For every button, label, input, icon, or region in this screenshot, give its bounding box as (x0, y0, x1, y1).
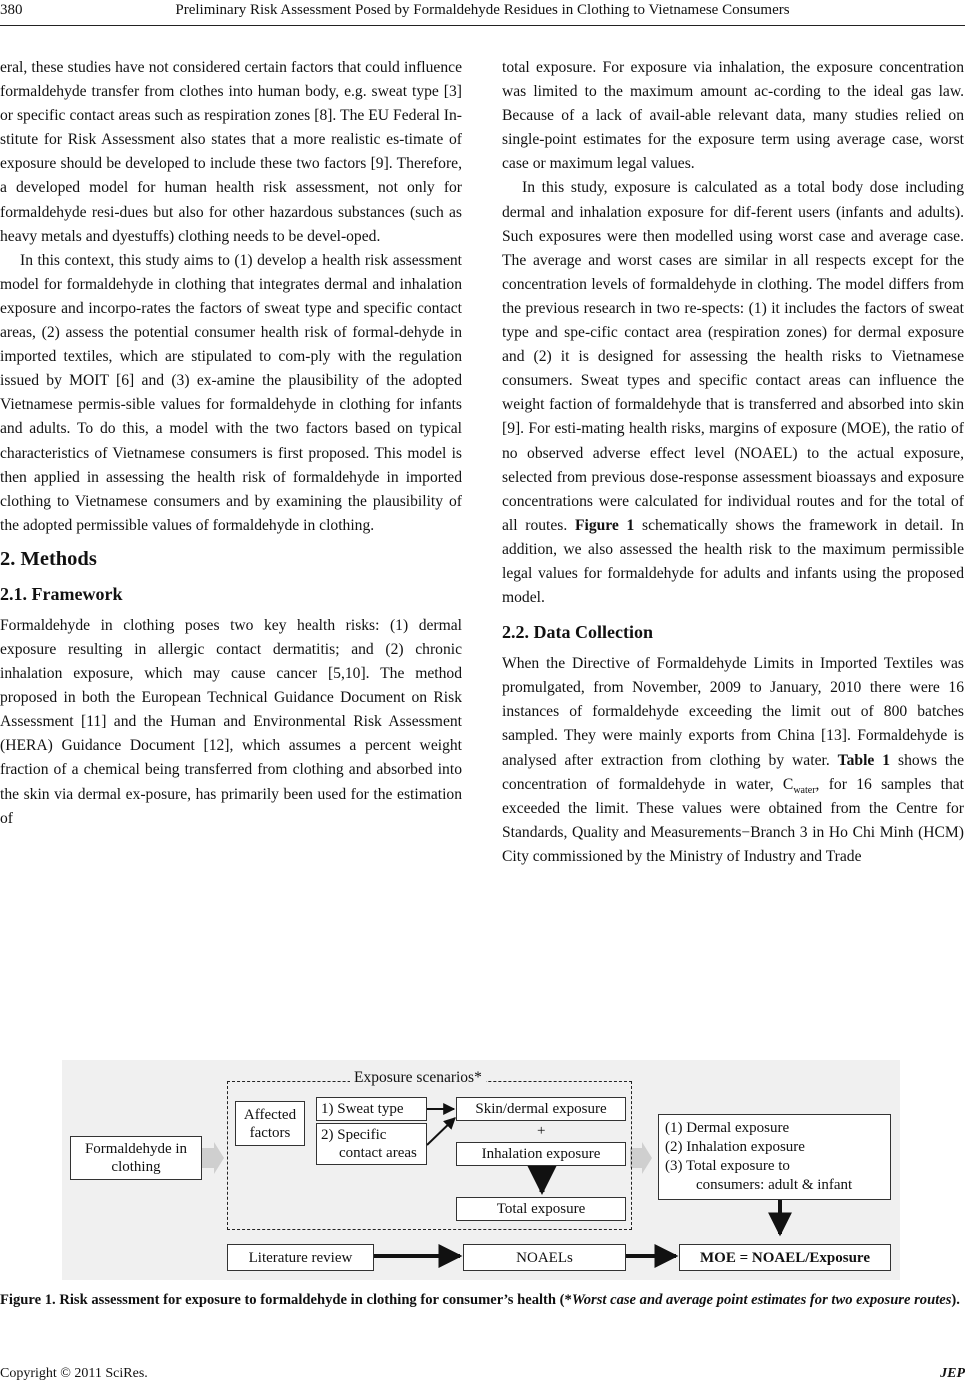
data-collection-heading: 2.2. Data Collection (502, 622, 653, 643)
outcome-2: (2) Inhalation exposure (665, 1139, 805, 1155)
sweat-type-box (316, 1097, 427, 1121)
total-exposure-box (456, 1197, 626, 1221)
right-column (502, 56, 964, 869)
left-paragraph-2: In this context, this study aims to (1) develop a health risk assessment model for formaldehyde in clothing that integrates dermal and inhalation exposure and incorpo-rates the factors of sweat type and specific contact areas, (2) assess the potential consumer health risk of formal-dehyde in imported textiles, which are stipulated to com-ply with the regulation issued by MOIT [6] and (3) ex-amine the plausibility of the adopted Vietnamese permis-sible values for formaldehyde in clothing for infants and adults. To do this, a model with the two factors based on typical characteristics of Vietnamese consumers is first proposed. This model is then applied in assessing the health risk of formaldehyde in imported clothing to Vietnamese consumers and by examining the plausibility of the adopted permissible values of formaldehyde in clothing. (0, 251, 462, 534)
inhalation-label: Inhalation exposure (481, 1146, 601, 1162)
specific-line-1: 2) Specific (321, 1127, 387, 1143)
moe-label: MOE = NOAEL/Exposure (700, 1249, 870, 1266)
page-header (0, 0, 965, 28)
figure-1-diagram (62, 1060, 900, 1280)
formaldehyde-line-1: Formaldehyde in (84, 1141, 188, 1157)
table-1-reference[interactable]: Table 1 (837, 751, 891, 769)
grey-arrow-left (202, 1142, 224, 1174)
water-subscript: water (793, 784, 816, 796)
formaldehyde-line-2: clothing (111, 1159, 161, 1175)
specific-contact-areas-box (316, 1123, 427, 1165)
header-rule (0, 25, 965, 26)
moe-box (679, 1244, 891, 1271)
specific-line-2: contact areas (339, 1145, 417, 1161)
literature-review-box (227, 1244, 374, 1271)
figure-1-reference[interactable]: Figure 1 (574, 516, 635, 534)
right-paragraph-2 (502, 176, 964, 610)
journal-abbrev: JEP (940, 1366, 965, 1381)
plus-sign: + (537, 1123, 546, 1139)
right-paragraph-2-text-b: schematically shows the framework in detail. In addition, we also assessed the health risk to the maximum permissible legal values for formaldehyde for adults and infants using the proposed model. (502, 516, 964, 607)
page-number: 380 (0, 2, 23, 18)
skin-dermal-label: Skin/dermal exposure (475, 1101, 607, 1117)
left-column (0, 56, 462, 831)
right-paragraph-3-text-c: , for 16 samples that exceeded the limit. These values were obtained from the Centre for Standards, Quality and Measurements−Branch 3 in Ho Chi Minh (HCM) City commissioned by the Ministry of Industry and Trade (502, 775, 964, 865)
methods-heading: 2. Methods (0, 547, 97, 570)
right-paragraph-3-text-b: shows the concentration of formaldehyde in water, C (502, 751, 964, 793)
affected-factors-box (235, 1101, 305, 1146)
right-paragraph-3 (502, 652, 964, 869)
inhalation-exposure-box (456, 1142, 626, 1166)
figure-caption (0, 1290, 965, 1310)
sweat-type-label: 1) Sweat type (321, 1101, 404, 1117)
outcome-4: consumers: adult & infant (696, 1177, 853, 1193)
outcome-1: (1) Dermal exposure (665, 1120, 790, 1136)
running-title: Preliminary Risk Assessment Posed by Formaldehyde Residues in Clothing to Vietnamese Consumers (175, 2, 790, 18)
skin-dermal-exposure-box (456, 1097, 626, 1121)
right-paragraph-2-text-a: In this study, exposure is calculated as a total body dose including dermal and inhalation exposure for dif-ferent users (infants and adults). Such exposures were then modelled using worst case and average case. The average and worst cases are similar in all respects except for the concentration levels of formaldehyde in clothing. The model differs from the previous research in two re-spects: (1) it includes the factors of sweat type and spe-cific contact area (respiration zones) for dermal exposure and (2) it is designed for assessing the health risks to Vietnamese consumers. Sweat types and specific contact areas can influence the weight faction of formaldehyde that is transferred and absorbed into skin [9]. For esti-mating health risks, margins of exposure (MOE), the ratio of no observed adverse effect level (NOAEL) to the actual exposure, selected from previous dose-response assessment bioassays and exposure concentrations were calculated for individual routes and for the total of all routes. (502, 179, 964, 534)
copyright: Copyright © 2011 SciRes. (0, 1366, 148, 1381)
caption-bold: Figure 1. Risk assessment for exposure to formaldehyde in clothing for consumer’s health (* (0, 1292, 572, 1308)
total-exposure-label: Total exposure (496, 1201, 586, 1217)
literature-review-label: Literature review (248, 1249, 353, 1266)
outcomes-box (658, 1114, 891, 1200)
formaldehyde-in-clothing-box (70, 1136, 202, 1180)
left-paragraph-1: eral, these studies have not considered certain factors that could influence formaldehyde transfer from clothes into human body, e.g. sweat type [3] or specific contact areas such as respiration zones [8]. The EU Federal In-stitute for Risk Assessment also states that a more realistic es-timate of exposure should be developed to include these two factors [9]. Therefore, a developed model for human health risk assessment, not only for formaldehyde resi-dues but also for other hazardous substances (such as heavy metals and dyestuffs) clothing needs to be devel-oped. (0, 59, 462, 245)
grey-arrow-right (630, 1142, 652, 1174)
outcome-3: (3) Total exposure to (665, 1158, 790, 1174)
framework-heading: 2.1. Framework (0, 583, 123, 604)
affected-line-1: Affected (243, 1106, 297, 1123)
exposure-scenarios-label: Exposure scenarios* (350, 1069, 486, 1087)
affected-line-2: factors (249, 1124, 291, 1141)
left-paragraph-3: Formaldehyde in clothing poses two key health risks: (1) dermal exposure resulting in allergic contact dermatitis; and (2) chronic inhalation exposure, which may cause cancer [5,10]. The method proposed in both the European Technical Guidance Document on Risk Assessment [11] and the Human and Environmental Risk Assessment (HERA) Guidance Document [12], which assumes a percent weight fraction of a chemical being transferred from clothing and absorbed into the skin via dermal ex-posure, has primarily been used for the estimation of (0, 616, 462, 827)
caption-end: ). (951, 1292, 960, 1308)
noaels-label: NOAELs (516, 1249, 573, 1266)
right-paragraph-1: total exposure. For exposure via inhalation, the exposure concentration was limited to the maximum amount ac-cording to the ideal gas law. Because of a lack of avail-able relevant data, many studies relied on single-point estimates for the exposure term using average case, worst case or maximum legal values. (502, 59, 964, 173)
right-paragraph-3-text-a: When the Directive of Formaldehyde Limits in Imported Textiles was promulgated, from November, 2009 to January, 2010 there were 16 instances of formaldehyde exceeding the limit out of 800 batches sampled. They were mainly exports from China [13]. Formaldehyde is analysed after extraction from clothing by water. (502, 655, 964, 769)
caption-italic: Worst case and average point estimates for two exposure routes (571, 1292, 952, 1308)
noaels-box (463, 1244, 626, 1271)
